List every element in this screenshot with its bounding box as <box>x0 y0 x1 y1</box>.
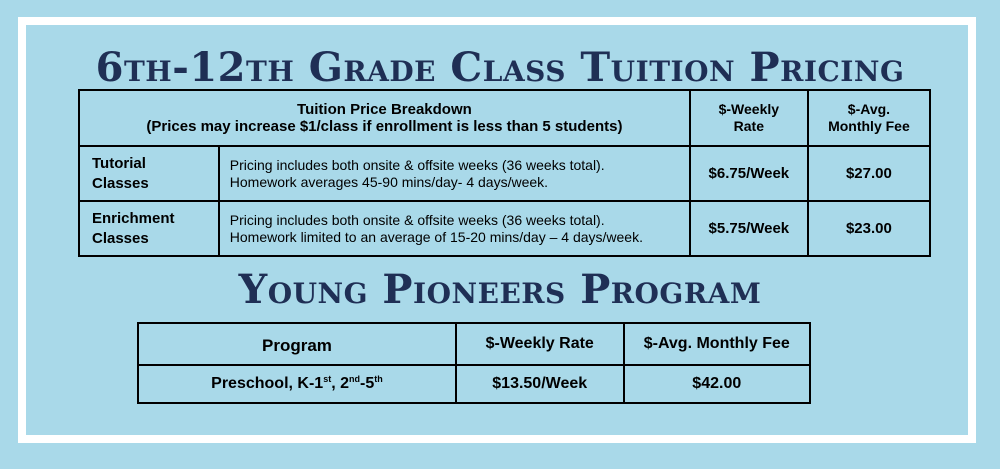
monthly-fee-header-line1: $-Avg. <box>847 101 891 117</box>
monthly-fee-header-line2: Monthly Fee <box>828 118 910 134</box>
weekly-rate-header-line1: $-Weekly <box>718 101 780 117</box>
weekly-rate-cell: $13.50/Week <box>456 365 624 403</box>
ordinal-suffix: st <box>323 374 332 384</box>
breakdown-header-note: (Prices may increase $1/class if enrollment is less than 5 students) <box>146 118 623 135</box>
monthly-fee-cell: $27.00 <box>808 146 930 201</box>
class-name-line2: Classes <box>92 229 149 247</box>
weekly-rate-cell: $5.75/Week <box>690 201 808 256</box>
program-title: Young Pioneers Program <box>238 266 762 313</box>
page-title: 6th-12th Grade Class Tuition Pricing <box>95 44 905 91</box>
class-description-line1: Pricing includes both onsite & offsite weeks (36 weeks total). <box>229 156 605 173</box>
table-row <box>79 201 930 256</box>
weekly-rate-header-cell: $-Weekly Rate <box>456 323 624 365</box>
class-description-line1: Pricing includes both onsite & offsite weeks (36 weeks total). <box>229 211 605 228</box>
class-name-cell <box>79 201 219 256</box>
table-row <box>79 146 930 201</box>
class-name-cell <box>79 146 219 201</box>
program-header-cell: Program <box>138 323 456 365</box>
tuition-table-header-row <box>79 90 930 146</box>
class-name-line1: Enrichment <box>92 209 175 227</box>
program-name-part: Preschool, K-1 <box>211 375 324 392</box>
program-name-part: , 2 <box>331 375 349 392</box>
class-description-line2: Homework averages 45-90 mins/day- 4 days/week. <box>229 173 549 190</box>
breakdown-header-cell <box>79 90 690 146</box>
breakdown-header-title: Tuition Price Breakdown <box>297 101 472 118</box>
class-description-cell <box>219 146 690 201</box>
class-description-line2: Homework limited to an average of 15-20 mins/day – 4 days/week. <box>229 228 643 245</box>
class-name-line2: Classes <box>92 174 149 192</box>
monthly-fee-cell: $42.00 <box>624 365 810 403</box>
class-description-cell <box>219 201 690 256</box>
class-name-line1: Tutorial <box>92 154 146 172</box>
table-row <box>138 365 810 403</box>
monthly-fee-header-cell <box>808 90 930 146</box>
weekly-rate-header-line2: Rate <box>733 118 765 134</box>
weekly-rate-cell: $6.75/Week <box>690 146 808 201</box>
program-name-cell <box>138 365 456 403</box>
tuition-pricing-table <box>78 89 931 257</box>
program-name-part: -5 <box>360 375 375 392</box>
ordinal-suffix: nd <box>349 374 360 384</box>
ordinal-suffix: th <box>374 374 383 384</box>
young-table-header-row <box>138 323 810 365</box>
monthly-fee-cell: $23.00 <box>808 201 930 256</box>
young-pioneers-table <box>137 322 811 404</box>
monthly-fee-header-cell: $-Avg. Monthly Fee <box>624 323 810 365</box>
weekly-rate-header-cell <box>690 90 808 146</box>
